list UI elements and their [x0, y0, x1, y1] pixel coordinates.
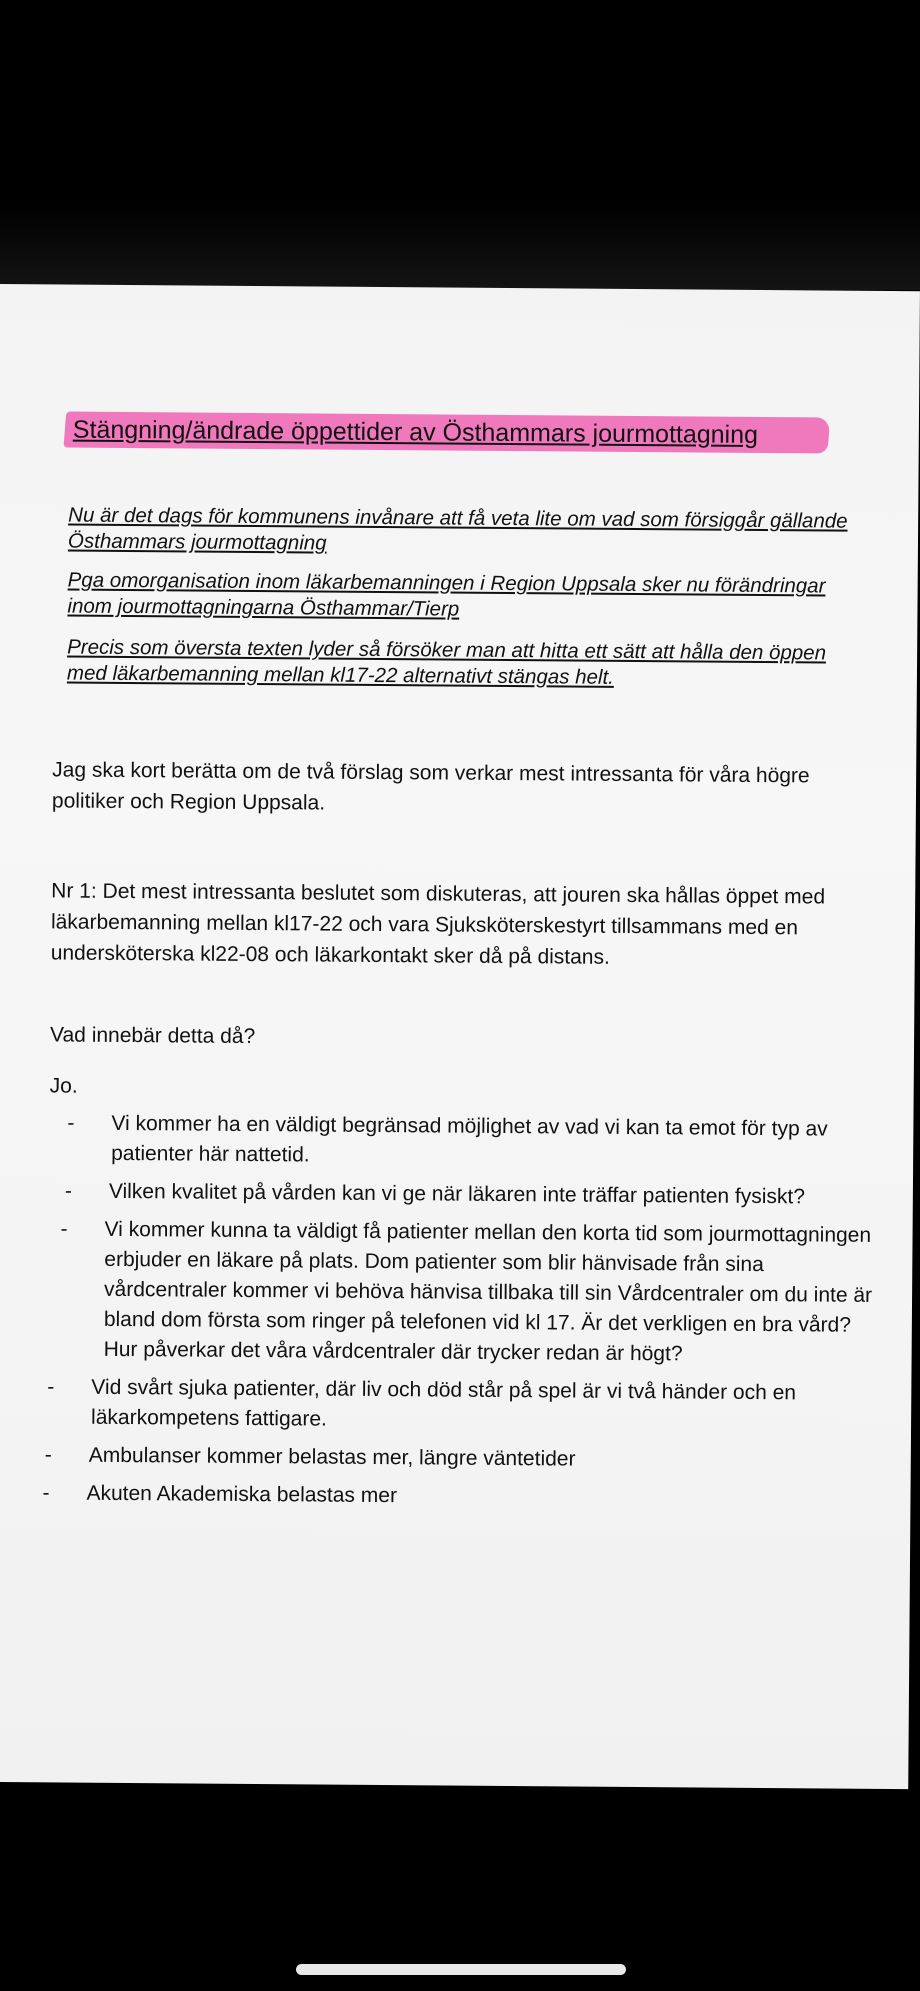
list-item [65, 1177, 875, 1213]
list-item-text: Vi kommer ha en väldigt begränsad möjlighet av vad vi kan ta emot för typ av patienter här nattetid. [111, 1111, 828, 1167]
list-item-text: Vid svårt sjuka patienter, där liv och död står på spel är vi två händer och en läkarkompetens fattigare. [91, 1375, 797, 1431]
list-item [42, 1478, 872, 1515]
list-item [45, 1440, 873, 1477]
body-paragraph-2: Nr 1: Det mest intressanta beslutet som diskuteras, att jouren ska hållas öppet med läkarbemanning mellan kl17-22 och vara Sjuksköterskestyrt tillsammans med en undersköterska kl22-08 och läkarkontakt sker då på distans. [50, 879, 826, 969]
list-item-text: Vilken kvalitet på vården kan vi ge när läkaren inte träffar patienten fysiskt? [108, 1179, 806, 1209]
list-item [67, 1109, 875, 1175]
body-paragraph-1: Jag ska kort berätta om de två förslag som verkar mest intressanta för våra högre politiker och Region Uppsala. [51, 758, 810, 815]
bullet-dash: - [42, 1481, 50, 1505]
bullet-dash: - [64, 1179, 72, 1203]
home-indicator[interactable] [296, 1964, 626, 1975]
list-item-text: Akuten Akademiska belastas mer [86, 1481, 398, 1508]
intro-paragraph-3: Precis som översta texten lyder så försöker man att hitta ett sätt att hålla den öppen med läkarbemanning mellan kl17-22 alternativt stängas helt. [66, 635, 827, 689]
intro-paragraph-1: Nu är det dags för kommunens invånare att få veta lite om vad som försiggår gällande Östhammars jourmottagning [67, 503, 848, 555]
title-block [65, 410, 829, 456]
show-through-text [149, 381, 909, 410]
list-item-text: Ambulanser kommer belastas mer, längre väntetider [88, 1443, 576, 1471]
list-item-text: Vi kommer kunna ta väldigt få patienter mellan den korta tid som jourmottagningen erbjuder en läkare på plats. Dom patienter som blir hänvisade från sina vårdcentraler kommer vi behöva hänvisa tillbaka till sin Vårdcentraler om du inte är bland dom första som ringer på telefonen vid kl 17. Är det verkligen en bra vård? Hur påverkar det våra vårdcentraler där trycker redan är högt? [103, 1217, 873, 1366]
answer-line: Jo. [49, 1074, 78, 1098]
bullet-dash: - [47, 1375, 55, 1399]
document-title: Stängning/ändrade öppettider av Östhammars jourmottagning [72, 415, 759, 449]
bullet-dash: - [67, 1111, 75, 1135]
bullet-dash: - [44, 1443, 52, 1467]
list-item [60, 1215, 875, 1371]
intro-paragraph-2: Pga omorganisation inom läkarbemanningen i Region Uppsala sker nu förändringar inom jourmottagningarna Östhammar/Tierp [67, 568, 826, 621]
bullet-list [42, 1108, 875, 1523]
question-line: Vad innebär detta då? [50, 1023, 256, 1049]
dark-background-top [0, 0, 920, 290]
bullet-dash: - [60, 1217, 68, 1241]
document-page [0, 284, 920, 1789]
list-item [47, 1372, 873, 1438]
